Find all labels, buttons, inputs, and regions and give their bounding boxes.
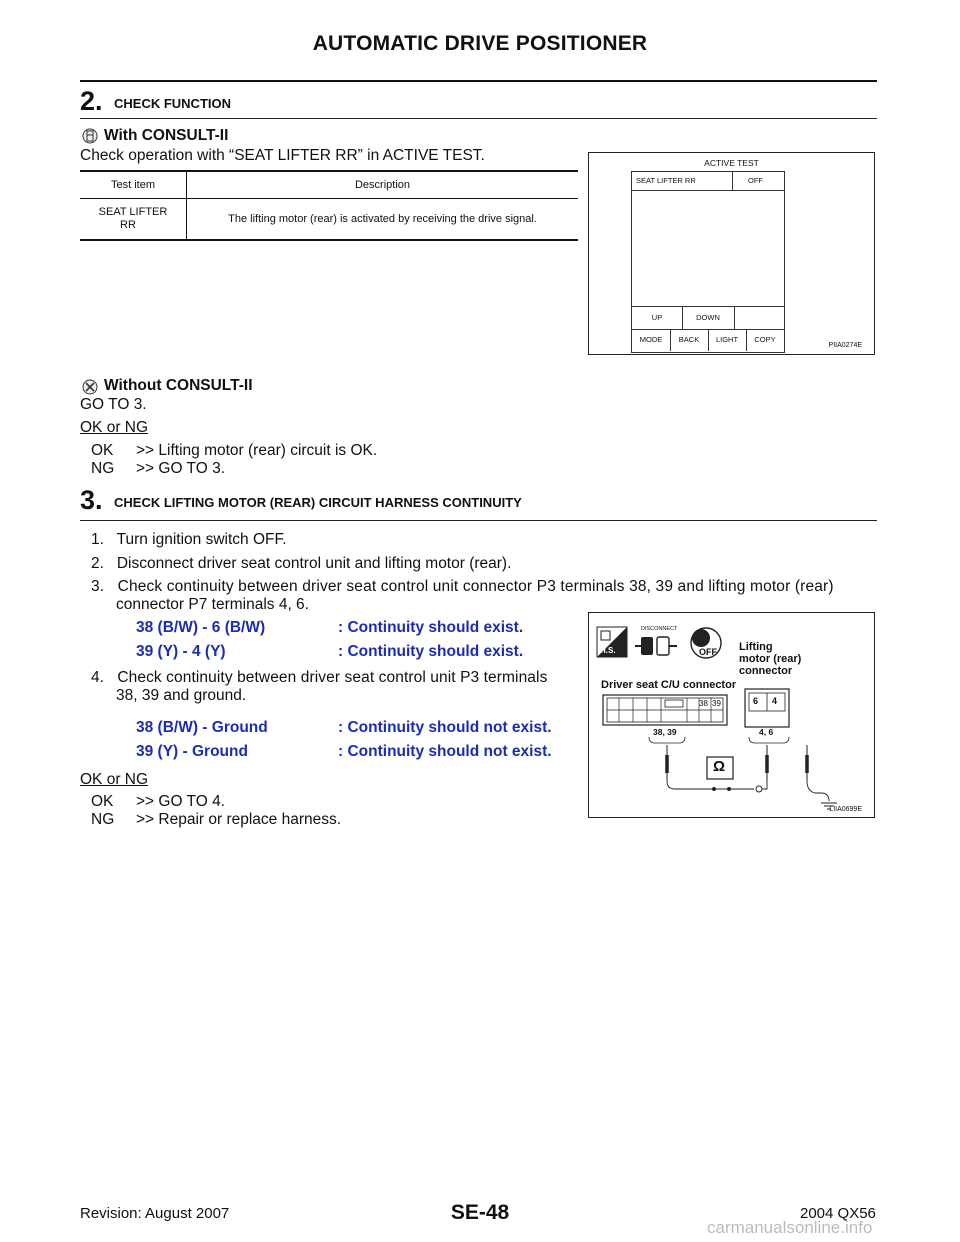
continuity-diagram-figure: [588, 612, 875, 818]
active-test-value: OFF: [748, 176, 763, 185]
with-consult-label: With CONSULT-II: [104, 127, 229, 144]
step2-ng-label: NG: [91, 460, 115, 477]
continuity-check-3-label: 38 (B/W) - Ground: [136, 719, 268, 736]
revision-date: Revision: August 2007: [80, 1205, 230, 1222]
figure-screen-title: ACTIVE TEST: [704, 158, 759, 168]
lifting-motor-connector: [745, 689, 789, 727]
model-year: 2004 QX56: [800, 1205, 876, 1222]
step2-ok-text: >> Lifting motor (rear) circuit is OK.: [136, 442, 378, 459]
pin-4: 4: [772, 696, 778, 706]
table-cell-description: The lifting motor (rear) is activated by receiving the drive signal.: [228, 213, 537, 225]
off-label: OFF: [699, 647, 717, 657]
ohm-symbol: Ω: [713, 758, 726, 775]
consult-icon: [82, 128, 98, 144]
continuity-check-1-label: 38 (B/W) - 6 (B/W): [136, 619, 266, 636]
hs-label: H.S.: [600, 646, 616, 655]
table-cell-item-line2: RR: [120, 219, 136, 231]
step2-number: 2.: [80, 86, 103, 116]
step3-item4-line2: 38, 39 and ground.: [116, 687, 247, 704]
continuity-check-2-label: 39 (Y) - 4 (Y): [136, 643, 226, 660]
table-row: [80, 199, 578, 241]
down-button: DOWN: [682, 307, 735, 329]
test-item-table: [80, 170, 578, 241]
step2-ok-label: OK: [91, 442, 114, 459]
step2-ng-text: >> GO TO 3.: [136, 460, 226, 477]
step3-ok-label: OK: [91, 793, 114, 810]
page-number: SE-48: [450, 1201, 510, 1224]
without-consult-label: Without CONSULT-II: [104, 377, 253, 394]
continuity-check-1-result: : Continuity should exist.: [338, 619, 524, 636]
copy-button: COPY: [754, 335, 776, 344]
header-rule: [80, 80, 877, 82]
cu-terminals-label: 38, 39: [653, 727, 677, 737]
no-consult-icon: [82, 379, 98, 395]
step2-instruction: Check operation with “SEAT LIFTER RR” in ACTIVE TEST.: [80, 147, 485, 164]
page-title: AUTOMATIC DRIVE POSITIONER: [312, 32, 648, 55]
step2-okng: OK or NG: [80, 419, 149, 436]
motor-label-line2: motor (rear): [739, 653, 802, 665]
table-header-test-item: Test item: [110, 179, 155, 191]
motor-label-line3: connector: [739, 665, 793, 677]
motor-terminals-label: 4, 6: [759, 727, 774, 737]
step3-ok-text: >> GO TO 4.: [136, 793, 226, 810]
watermark: carmanualsonline.info: [707, 1218, 873, 1237]
step3-ng-label: NG: [91, 811, 115, 828]
mode-button: MODE: [632, 329, 671, 351]
step3-item2: 2. Disconnect driver seat control unit and lifting motor (rear).: [91, 555, 512, 572]
active-test-item: SEAT LIFTER RR: [636, 176, 696, 185]
continuity-check-2-result: : Continuity should exist.: [338, 643, 524, 660]
disconnect-icon: [635, 637, 677, 655]
step3-rule: [80, 520, 877, 521]
up-button: UP: [632, 307, 683, 329]
back-button: BACK: [670, 329, 709, 351]
step3-item3-line2: connector P7 terminals 4, 6.: [116, 596, 309, 613]
pin-38: 38: [699, 699, 708, 708]
table-cell-item-line1: SEAT LIFTER: [98, 206, 168, 218]
pin-6: 6: [753, 696, 759, 706]
disconnect-label: DISCONNECT: [641, 626, 678, 632]
light-button: LIGHT: [708, 329, 747, 351]
step2-goto: GO TO 3.: [80, 396, 147, 413]
step3-item3-line1: 3. Check continuity between driver seat control unit connector P3 terminals 38, 39 and lifting motor (rear): [91, 578, 834, 595]
step3-item4-line1: 4. Check continuity between driver seat control unit P3 terminals: [91, 669, 548, 686]
cu-connector-label: Driver seat C/U connector: [601, 679, 737, 691]
step2-title: CHECK FUNCTION: [114, 96, 231, 111]
motor-label-line1: Lifting: [739, 641, 773, 653]
consult-screen: [631, 171, 785, 353]
step3-number: 3.: [80, 485, 103, 515]
continuity-check-4-result: : Continuity should not exist.: [338, 743, 552, 760]
step3-item1: 1. Turn ignition switch OFF.: [91, 531, 287, 548]
pin-39: 39: [712, 699, 721, 708]
step2-rule: [80, 118, 877, 119]
step3-title: CHECK LIFTING MOTOR (REAR) CIRCUIT HARNESS CONTINUITY: [114, 495, 522, 510]
continuity-check-4-label: 39 (Y) - Ground: [136, 743, 248, 760]
figure-code: PIIA0274E: [828, 342, 862, 349]
driver-seat-cu-connector: [603, 695, 727, 725]
figure-code: LIIA0699E: [829, 806, 862, 813]
step3-okng: OK or NG: [80, 771, 149, 788]
table-header-description: Description: [354, 179, 411, 191]
consult-screen-figure: [588, 152, 875, 355]
continuity-check-3-result: : Continuity should not exist.: [338, 719, 552, 736]
step3-ng-text: >> Repair or replace harness.: [136, 811, 342, 828]
